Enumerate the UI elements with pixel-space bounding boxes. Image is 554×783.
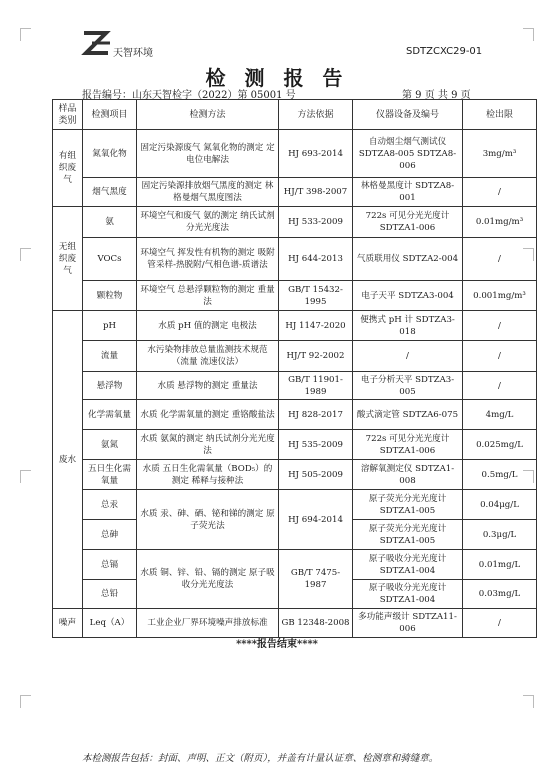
table-row [53,207,537,238]
table-row [53,178,537,207]
report-end-marker: ****报告结束**** [236,639,318,650]
item-cell: 氮氧化物 [83,130,137,178]
method-cell: 固定污染源排放烟气黑度的测定 林格曼烟气黑度图法 [137,178,279,207]
instrument-cell: 722s 可见分光光度计 SDTZA1-006 [353,207,463,238]
standard-cell: GB/T 15432-1995 [279,281,353,311]
method-cell: 水质 氨氮的测定 纳氏试剂分光光度法 [137,430,279,460]
item-cell: VOCs [83,238,137,281]
limit-cell: 3mg/m³ [463,130,537,178]
limit-cell: 0.03mg/L [463,580,537,609]
limit-cell: / [463,238,537,281]
item-cell: 总铅 [83,580,137,609]
instrument-cell: 自动烟尘烟气测试仪 SDTZA8-005 SDTZA8-006 [353,130,463,178]
instrument-cell: 酸式滴定管 SDTZA6-075 [353,400,463,430]
limit-cell: 0.01mg/m³ [463,207,537,238]
table-row [53,341,537,372]
table-row [53,311,537,341]
instrument-cell: 电子分析天平 SDTZA3-005 [353,372,463,400]
standard-cell: HJ 505-2009 [279,460,353,490]
method-cell: 环境空气和废气 氨的测定 纳氏试剂分光光度法 [137,207,279,238]
limit-cell: 0.5mg/L [463,460,537,490]
instrument-cell: 722s 可见分光光度计 SDTZA1-006 [353,430,463,460]
item-cell: 氨氮 [83,430,137,460]
table-row [53,130,537,178]
item-cell: 总镉 [83,550,137,580]
category-cell: 有组织废气 [53,130,83,207]
margin-mark [20,470,31,483]
method-cell: 水污染物排放总量监测技术规范（流量 流速仪法） [137,341,279,372]
instrument-cell: 便携式 pH 计 SDTZA3-018 [353,311,463,341]
limit-cell: 4mg/L [463,400,537,430]
item-cell: 氨 [83,207,137,238]
item-cell: 颗粒物 [83,281,137,311]
method-cell: 水质 汞、砷、硒、铋和锑的测定 原子荧光法 [137,490,279,550]
logo-text: 天智环境 [113,48,153,59]
method-cell: 水质 铜、锌、铅、镉的测定 原子吸收分光光度法 [137,550,279,609]
test-methods-table [52,99,537,638]
method-cell: 水质 化学需氧量的测定 重铬酸盐法 [137,400,279,430]
limit-cell: / [463,609,537,638]
margin-mark [20,695,31,708]
instrument-cell: 原子荧光分光光度计 SDTZA1-005 [353,490,463,520]
instrument-cell: 原子吸收分光光度计 SDTZA1-004 [353,580,463,609]
header-cell: 样品类别 [53,100,83,130]
method-cell: 固定污染源废气 氮氧化物的测定 定电位电解法 [137,130,279,178]
standard-cell: HJ/T 92-2002 [279,341,353,372]
limit-cell: / [463,311,537,341]
standard-cell: HJ 1147-2020 [279,311,353,341]
item-cell: 烟气黑度 [83,178,137,207]
category-cell: 无组织废气 [53,207,83,311]
header-cell: 仪器设备及编号 [353,100,463,130]
category-cell: 废水 [53,311,83,609]
standard-cell: HJ 535-2009 [279,430,353,460]
header-cell: 检出限 [463,100,537,130]
method-cell: 水质 五日生化需氧量（BOD₅）的测定 稀释与接种法 [137,460,279,490]
item-cell: 化学需氧量 [83,400,137,430]
header-cell: 方法依据 [279,100,353,130]
table-row [53,238,537,281]
page-title: 检 测 报 告 [205,66,349,90]
item-cell: 流量 [83,341,137,372]
limit-cell: 0.01mg/L [463,550,537,580]
limit-cell: / [463,372,537,400]
standard-cell: HJ 533-2009 [279,207,353,238]
standard-cell: HJ/T 398-2007 [279,178,353,207]
instrument-cell: 气质联用仪 SDTZA2-004 [353,238,463,281]
report-number: 报告编号：山东天智检字（2022）第 05001 号 [82,90,296,101]
method-cell: 水质 pH 值的测定 电极法 [137,311,279,341]
header-cell: 检测方法 [137,100,279,130]
standard-cell: GB/T 11901-1989 [279,372,353,400]
instrument-cell: / [353,341,463,372]
method-cell: 环境空气 总悬浮颗粒物的测定 重量法 [137,281,279,311]
header-cell: 检测项目 [83,100,137,130]
method-cell: 水质 悬浮物的测定 重量法 [137,372,279,400]
table-row [53,281,537,311]
method-cell: 环境空气 挥发性有机物的测定 吸附管采样-热脱附/气相色谱-质谱法 [137,238,279,281]
table-row [53,400,537,430]
limit-cell: 0.001mg/m³ [463,281,537,311]
limit-cell: / [463,178,537,207]
instrument-cell: 溶解氧测定仪 SDTZA1-008 [353,460,463,490]
table-row [53,430,537,460]
standard-cell: HJ 693-2014 [279,130,353,178]
item-cell: pH [83,311,137,341]
item-cell: 总汞 [83,490,137,520]
limit-cell: 0.04μg/L [463,490,537,520]
item-cell: 悬浮物 [83,372,137,400]
instrument-cell: 林格曼黑度计 SDTZA8-001 [353,178,463,207]
instrument-cell: 电子天平 SDTZA3-004 [353,281,463,311]
table-row [53,609,537,638]
margin-mark [20,28,31,41]
table-header-row [53,100,537,130]
margin-mark [523,28,534,41]
margin-mark [523,695,534,708]
instrument-cell: 多功能声级计 SDTZA11-006 [353,609,463,638]
limit-cell: 0.3μg/L [463,520,537,550]
page-info: 第 9 页 共 9 页 [402,90,471,101]
standard-cell: HJ 828-2017 [279,400,353,430]
standard-cell: HJ 644-2013 [279,238,353,281]
item-cell: 五日生化需氧量 [83,460,137,490]
standard-cell: HJ 694-2014 [279,490,353,550]
document-code: SDTZCXC29-01 [406,46,483,57]
standard-cell: GB/T 7475-1987 [279,550,353,609]
instrument-cell: 原子吸收分光光度计 SDTZA1-004 [353,550,463,580]
standard-cell: GB 12348-2008 [279,609,353,638]
item-cell: Leq（A） [83,609,137,638]
margin-mark [20,248,31,261]
method-cell: 工业企业厂界环境噪声排放标准 [137,609,279,638]
item-cell: 总砷 [83,520,137,550]
instrument-cell: 原子荧光分光光度计 SDTZA1-005 [353,520,463,550]
table-row [53,550,537,580]
table-row [53,372,537,400]
table-row [53,490,537,520]
report-footer-note: 本检测报告包括：封面、声明、正文（附页），并盖有计量认证章、检测章和骑缝章。 [82,753,439,764]
limit-cell: / [463,341,537,372]
table-row [53,460,537,490]
category-cell: 噪声 [53,609,83,638]
limit-cell: 0.025mg/L [463,430,537,460]
